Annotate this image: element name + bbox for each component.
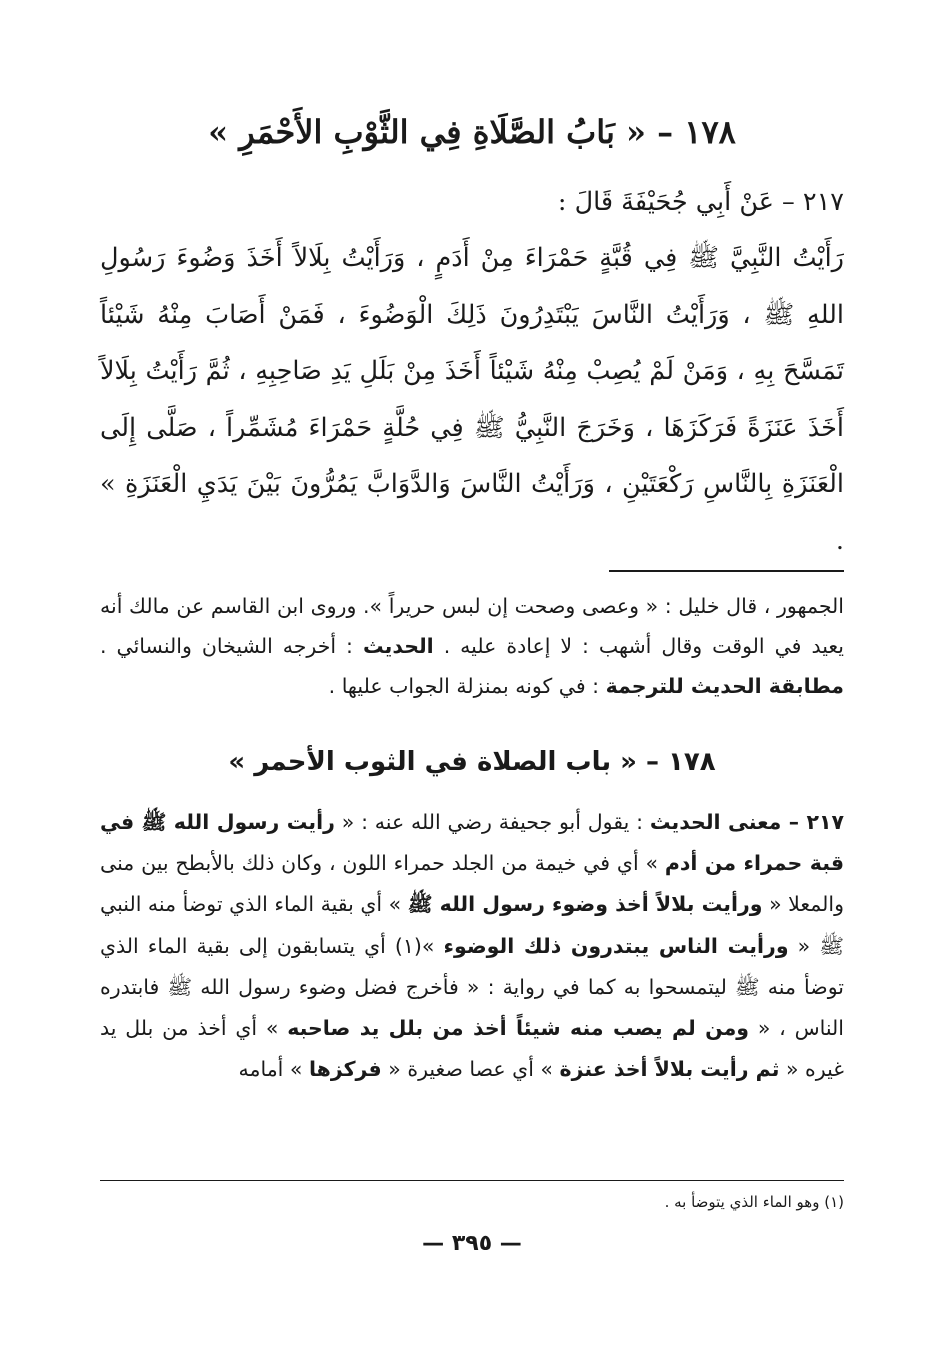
footnote-divider	[609, 570, 844, 572]
commentary-text: » أي في خيمة من الجلد حمراء اللون ، وكان ذلك بالأبطح بين منى والمعلا «	[100, 851, 844, 917]
commentary-bold-term: ومن لم يصب منه شيئاً أخذ من بلل يد صاحبه	[287, 1016, 750, 1041]
commentary-bold-term: ورأيت بلالاً أخذ وضوء رسول الله ﷺ	[407, 892, 763, 917]
hadith-heading: ٢١٧ – عَنْ أَبِي جُحَيْفَةَ قَالَ :	[557, 187, 844, 217]
hadith-body: رَأَيْتُ النَّبِيَّ ﷺ فِي قُبَّةٍ حَمْرَاءَ مِنْ أَدَمٍ ، وَرَأَيْتُ بِلَالاً أَخَذَ وَضُوءَ رَسُولِ اللهِ ﷺ ، وَرَأَيْتُ النَّاسَ يَبْتَدِرُونَ ذَلِكَ الْوَضُوءَ ، فَمَنْ أَصَابَ مِنْهُ شَيْئاً تَمَسَّحَ بِهِ ، وَمَنْ لَمْ يُصِبْ مِنْهُ شَيْئاً أَخَذَ مِنْ بَلَلِ يَدِ صَاحِبِهِ ، ثُمَّ رَأَيْتُ بِلَالاً أَخَذَ عَنَزَةً فَرَكَزَهَا ، وَخَرَجَ النَّبِيُّ ﷺ فِي حُلَّةٍ حَمْرَاءَ مُشَمِّراً ، صَلَّى إِلَى الْعَنَزَةِ بِالنَّاسِ رَكْعَتَيْنِ ، وَرَأَيْتُ النَّاسَ وَالدَّوَابَّ يَمُرُّونَ بَيْنَ يَدَيِ الْعَنَزَةِ » .	[100, 243, 844, 556]
commentary-text: الجمهور ، قال خليل : « وعصى وصحت إن لبس حريراً ». وروى ابن القاسم عن مالك أنه يعيد في الوقت وقال أشهب : لا إعادة عليه .	[100, 594, 844, 658]
commentary-block	[100, 802, 844, 1090]
commentary-text: : أخرجه الشيخان والنسائي .	[100, 634, 353, 658]
commentary-text: » أي بقية الماء الذي توضأ منه النبي ﷺ «	[100, 892, 844, 958]
commentary-bold-term: ثم رأيت بلالاً أخذ عنزة	[559, 1057, 780, 1082]
commentary-bold-term: مطابقة الحديث للترجمة	[605, 674, 844, 698]
commentary-text: » أي أخذ من بلل يد غيره «	[100, 1016, 844, 1082]
commentary-bold-term: فركزها	[308, 1057, 382, 1082]
commentary-bold-term: ورأيت الناس يبتدرون ذلك الوضوء	[443, 933, 789, 958]
commentary-text: : يقول أبو جحيفة رضي الله عنه : «	[341, 810, 644, 834]
commentary-text: »(١) أي يتسابقون إلى بقية الماء الذي توضأ منه ﷺ ليتمسحوا به كما في رواية : « فأخرج فضل وضوء رسول الله ﷺ فابتدره الناس ، «	[100, 933, 844, 1041]
commentary-bold-term: الحديث	[362, 634, 434, 658]
footnote: (١) وهو الماء الذي يتوضأ به .	[664, 1193, 844, 1211]
footnote-divider-2	[100, 1180, 844, 1181]
commentary-bold-term: ٢١٧ – معنى الحديث	[649, 810, 844, 834]
commentary-bold-term: رأيت رسول الله ﷺ في قبة حمراء من أدم	[100, 810, 844, 876]
commentary-text: » أي عصا صغيرة «	[388, 1057, 553, 1082]
commentary-continued	[100, 586, 844, 706]
commentary-text: » أمامه	[238, 1057, 303, 1082]
commentary-chapter-title: ١٧٨ – « باب الصلاة في الثوب الأحمر »	[228, 747, 716, 777]
hadith-text-block	[100, 178, 844, 569]
commentary-text: : في كونه بمنزلة الجواب عليها .	[328, 674, 600, 698]
page-number: — ٣٩٥ —	[422, 1231, 522, 1256]
chapter-title: ١٧٨ – « بَابُ الصَّلَاةِ فِي الثَّوْبِ الأَحْمَرِ »	[208, 113, 736, 151]
